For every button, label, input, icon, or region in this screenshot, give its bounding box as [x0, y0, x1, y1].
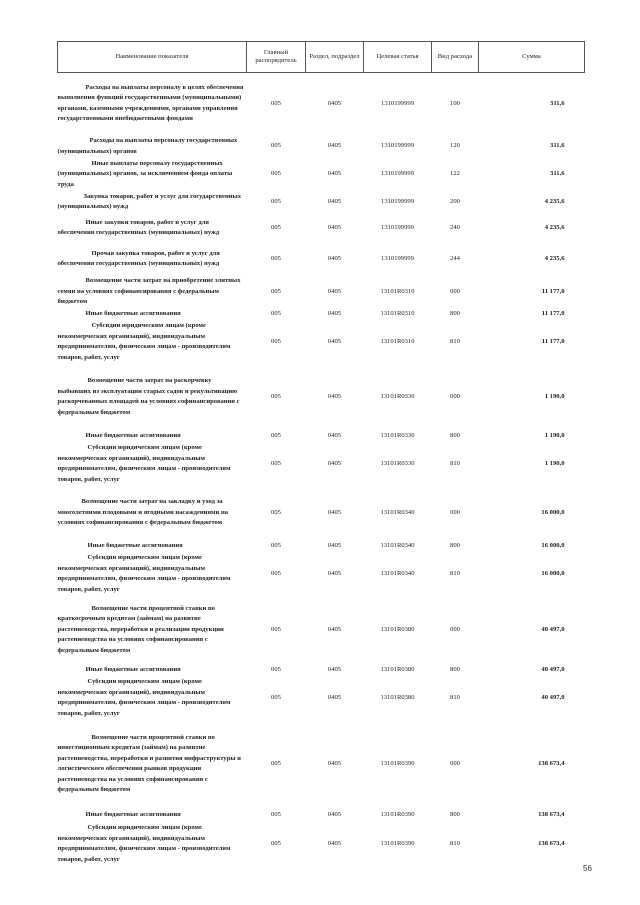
row-section: 0405	[327, 625, 342, 633]
row-expense-type: 810	[450, 839, 460, 847]
row-name: Иные выплаты персоналу государственных (муниципальных) органов, за исключением фонда оплаты труда	[57, 159, 233, 188]
row-section: 0405	[327, 693, 342, 701]
row-section: 0405	[327, 459, 342, 467]
table-row	[58, 73, 585, 135]
row-amount: 311,6	[550, 99, 565, 107]
row-section: 0405	[327, 142, 342, 150]
row-amount: 138 673,4	[538, 810, 565, 818]
row-expense-type: 000	[450, 508, 460, 516]
row-name: Иные закупки товаров, работ и услуг для обеспечения государственных (муниципальных) нужд	[57, 218, 220, 236]
row-main-manager: 005	[271, 197, 281, 205]
row-section: 0405	[327, 254, 342, 262]
row-target-item: 1310199999	[381, 197, 414, 205]
row-expense-type: 800	[450, 541, 460, 549]
row-target-item: 13101R0310	[380, 337, 415, 345]
row-name: Иные бюджетные ассигнования	[85, 431, 181, 439]
row-main-manager: 005	[271, 541, 281, 549]
row-section: 0405	[327, 508, 342, 516]
row-amount: 311,6	[550, 170, 565, 177]
row-target-item: 13101R0340	[380, 541, 415, 549]
row-amount: 11 177,0	[541, 337, 565, 345]
row-amount: 311,6	[550, 142, 565, 150]
table-row	[58, 486, 585, 540]
row-name: Субсидии юридическим лицам (кроме некоммерческих организаций), индивидуальным предпринимателям, физическим лицам - производителям товаров, работ, услуг	[57, 824, 231, 863]
table-row	[58, 430, 585, 442]
row-section: 0405	[327, 665, 342, 673]
row-main-manager: 005	[271, 431, 281, 439]
table-row	[58, 664, 585, 676]
row-main-manager: 005	[271, 142, 281, 150]
row-expense-type: 240	[450, 223, 460, 231]
table-row	[58, 242, 585, 276]
row-expense-type: 100	[450, 99, 460, 107]
table-header-row	[58, 42, 585, 73]
row-main-manager: 005	[271, 99, 281, 107]
row-section: 0405	[327, 431, 342, 439]
row-expense-type: 000	[450, 392, 460, 400]
row-expense-type: 000	[450, 625, 460, 633]
row-main-manager: 005	[271, 309, 281, 317]
row-main-manager: 005	[271, 223, 281, 231]
row-amount: 138 673,4	[538, 759, 565, 767]
header-indicator-name: Наименование показателя	[58, 42, 247, 73]
row-amount: 11 177,0	[541, 287, 565, 295]
row-name: Возмещение части процентной ставки по инвестиционным кредитам (займам) на развитие растениеводства, переработки и развития инфраструктуры и логистического обеспечения рынков продукции растениеводства на условиях софинансирования с федеральным бюджетом	[57, 733, 241, 793]
row-name: Расходы на выплаты персоналу в целях обеспечения выполнения функций государственными (муниципальными) органами, казенными учреждениями, органами управления государственными внебюджетными фондами	[57, 83, 244, 123]
row-expense-type: 810	[450, 693, 460, 701]
row-expense-type: 200	[450, 197, 460, 205]
row-main-manager: 005	[271, 625, 281, 633]
row-name: Возмещение части затрат на приобретение элитных семян на условиях софинансирования с федеральным бюджетом	[57, 277, 241, 306]
header-expense-type: Вид расхода	[432, 42, 479, 73]
row-name: Расходы на выплаты персоналу государственных (муниципальных) органов	[57, 137, 238, 155]
row-expense-type: 800	[450, 810, 460, 818]
row-main-manager: 005	[271, 459, 281, 467]
table-row	[58, 276, 585, 308]
row-amount: 4 235,6	[544, 223, 565, 231]
row-amount: 11 177,0	[541, 309, 565, 317]
table-row	[58, 808, 585, 822]
row-target-item: 1310199999	[381, 254, 414, 262]
table-row	[58, 159, 585, 191]
row-expense-type: 244	[450, 254, 460, 262]
row-name: Закупка товаров, работ и услуг для государственных (муниципальных) нужд	[57, 192, 241, 210]
table-row	[58, 540, 585, 552]
header-target-item: Целевая статья	[364, 42, 432, 73]
table-row	[58, 720, 585, 808]
row-target-item: 13101R0330	[380, 392, 415, 400]
row-main-manager: 005	[271, 170, 281, 177]
row-target-item: 13101R0380	[380, 665, 415, 673]
row-expense-type: 810	[450, 459, 460, 467]
row-name: Возмещение части затрат на закладку и уход за многолетними плодовыми и ягодными насаждениями на условиях софинансирования с федеральным бюджетом	[57, 498, 229, 527]
row-amount: 16 000,0	[541, 508, 565, 516]
table-row	[58, 596, 585, 664]
row-main-manager: 005	[271, 810, 281, 818]
row-target-item: 13101R0390	[380, 839, 415, 847]
table-row	[58, 135, 585, 159]
row-target-item: 1310199999	[381, 142, 414, 150]
table-row	[58, 552, 585, 596]
row-section: 0405	[327, 337, 342, 345]
row-name: Субсидии юридическим лицам (кроме некоммерческих организаций), индивидуальным предпринимателям, физическим лицам - производителям товаров, работ, услуг	[57, 322, 231, 361]
row-target-item: 13101R0380	[380, 625, 415, 633]
header-amount: Сумма	[479, 42, 585, 73]
row-main-manager: 005	[271, 839, 281, 847]
row-amount: 16 000,0	[541, 569, 565, 577]
row-expense-type: 810	[450, 569, 460, 577]
row-amount: 40 497,0	[541, 665, 565, 673]
row-main-manager: 005	[271, 508, 281, 516]
table-row	[58, 214, 585, 242]
row-main-manager: 005	[271, 287, 281, 295]
row-main-manager: 005	[271, 665, 281, 673]
row-section: 0405	[327, 223, 342, 231]
row-amount: 40 497,0	[541, 625, 565, 633]
header-main-manager: Главный распорядитель	[247, 42, 306, 73]
row-amount: 4 235,6	[544, 254, 565, 262]
row-amount: 1 190,0	[544, 392, 565, 400]
row-amount: 40 497,0	[541, 693, 565, 701]
row-target-item: 13101R0330	[380, 459, 415, 467]
row-main-manager: 005	[271, 254, 281, 262]
row-main-manager: 005	[271, 569, 281, 577]
row-main-manager: 005	[271, 759, 281, 767]
row-section: 0405	[327, 569, 342, 577]
row-name: Прочая закупка товаров, работ и услуг для обеспечения государственных (муниципальных) нужд	[57, 249, 220, 267]
row-target-item: 1310199999	[381, 223, 414, 231]
table-row	[58, 442, 585, 486]
row-section: 0405	[327, 287, 342, 295]
row-amount: 1 190,0	[544, 459, 565, 467]
table-row	[58, 308, 585, 320]
row-expense-type: 120	[450, 142, 460, 150]
row-amount: 16 000,0	[541, 541, 565, 549]
row-name: Субсидии юридическим лицам (кроме некоммерческих организаций), индивидуальным предпринимателям, физическим лицам - производителям товаров, работ, услуг	[57, 554, 231, 593]
row-expense-type: 810	[450, 337, 460, 345]
row-section: 0405	[327, 170, 342, 177]
row-target-item: 13101R0390	[380, 759, 415, 767]
row-target-item: 13101R0390	[380, 810, 415, 818]
row-section: 0405	[327, 392, 342, 400]
row-name: Возмещение части процентной ставки по краткосрочным кредитам (займам) на развитие растениеводства, переработки и реализации продукции растениеводства на условиях софинансирования с федеральным бюджетом	[57, 604, 224, 654]
table-row	[58, 364, 585, 430]
row-target-item: 13101R0340	[380, 569, 415, 577]
table-row	[58, 822, 585, 866]
row-name: Субсидии юридическим лицам (кроме некоммерческих организаций), индивидуальным предпринимателям, физическим лицам - производителям товаров, работ, услуг	[57, 444, 231, 483]
row-name: Иные бюджетные ассигнования	[85, 810, 181, 818]
row-name: Иные бюджетные ассигнования	[87, 541, 183, 549]
row-amount: 1 190,0	[544, 431, 565, 439]
row-amount: 4 235,6	[544, 197, 565, 205]
budget-table	[57, 41, 585, 866]
row-section: 0405	[327, 810, 342, 818]
row-name: Возмещение части затрат на раскорчевку выбывших из эксплуатации старых садов и рекультивацию раскорчеванных площадей на условиях софинансирования с федеральным бюджетом	[57, 377, 240, 416]
row-target-item: 13101R0310	[380, 287, 415, 295]
row-main-manager: 005	[271, 337, 281, 345]
row-expense-type: 000	[450, 759, 460, 767]
table-row	[58, 676, 585, 720]
row-expense-type: 000	[450, 287, 460, 295]
row-section: 0405	[327, 309, 342, 317]
row-name: Иные бюджетные ассигнования	[85, 309, 181, 317]
row-target-item: 1310199999	[381, 99, 414, 107]
row-main-manager: 005	[271, 392, 281, 400]
row-amount: 138 673,4	[538, 839, 565, 847]
row-expense-type: 800	[450, 665, 460, 673]
row-name: Иные бюджетные ассигнования	[85, 665, 181, 673]
row-section: 0405	[327, 99, 342, 107]
header-section: Раздел, подраздел	[306, 42, 364, 73]
row-section: 0405	[327, 541, 342, 549]
row-expense-type: 800	[450, 431, 460, 439]
row-name: Субсидии юридическим лицам (кроме некоммерческих организаций), индивидуальным предпринимателям, физическим лицам - производителям товаров, работ, услуг	[57, 678, 231, 717]
row-target-item: 13101R0330	[380, 431, 415, 439]
row-target-item: 13101R0310	[380, 309, 415, 317]
row-target-item: 13101R0340	[380, 508, 415, 516]
row-target-item: 13101R0380	[380, 693, 415, 701]
row-section: 0405	[327, 759, 342, 767]
table-row	[58, 320, 585, 364]
row-section: 0405	[327, 197, 342, 205]
table-row	[58, 190, 585, 214]
row-expense-type: 800	[450, 309, 460, 317]
row-expense-type: 122	[450, 170, 460, 177]
row-section: 0405	[327, 839, 342, 847]
page-number: 56	[583, 864, 592, 873]
row-target-item: 1310199999	[381, 170, 414, 177]
row-main-manager: 005	[271, 693, 281, 701]
